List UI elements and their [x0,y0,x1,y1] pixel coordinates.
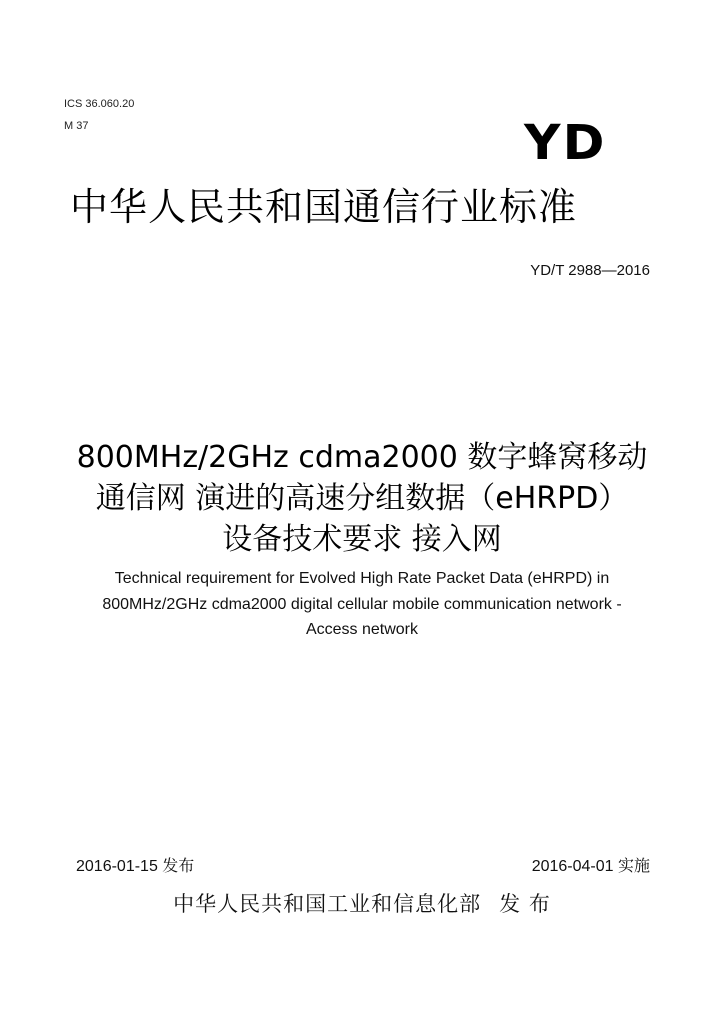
issuer-action: 发 布 [499,892,551,916]
issuer-name: 中华人民共和国工业和信息化部 [173,892,482,916]
english-title-line-3: Access network [305,621,419,638]
chinese-title-line-3: 设备技术要求 接入网 [222,522,502,557]
ics-code: ICS 36.060.20 [64,98,135,110]
classification-code: M 37 [64,120,89,132]
english-title-line-2: 800MHz/2GHz cdma2000 digital cellular mobile communication network - [102,596,622,613]
chinese-title-line-2: 通信网 演进的高速分组数据（eHRPD） [95,481,629,516]
issue-date: 2016-01-15 发布 [76,858,195,875]
english-title-line-1: Technical requirement for Evolved High Rate Packet Data (eHRPD) in [114,570,610,587]
yd-logo: YD [524,115,607,171]
standard-number: YD/T 2988—2016 [530,262,650,279]
issuer-line [40,890,684,918]
implementation-date: 2016-04-01 实施 [531,858,650,875]
chinese-title-line-1: 800MHz/2GHz cdma2000 数字蜂窝移动 [76,440,648,475]
org-standard-title: 中华人民共和国通信行业标准 [70,185,578,229]
